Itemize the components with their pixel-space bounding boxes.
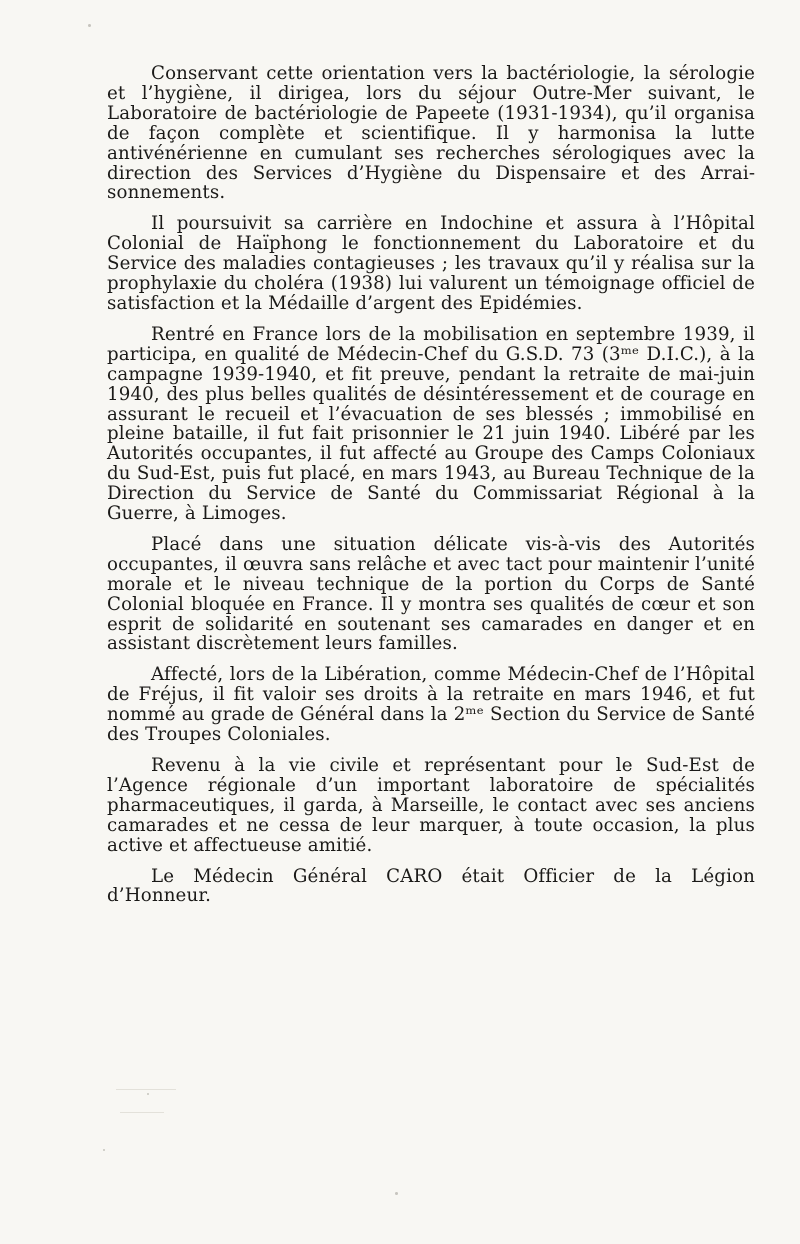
body-text xyxy=(107,64,755,906)
paragraph-2: Il poursuivit sa carrière en Indochine et assura à l’Hôpital Colonial de Haïphong le fonctionnement du Laboratoire et du Service des maladies contagieuses ; les travaux qu’il y réalisa sur la prophylaxie du choléra (1938) lui valurent un témoignage officiel de satisfaction et la Médaille d’argent des Epidémies. xyxy=(107,213,755,314)
paragraph-5: Affecté, lors de la Libération, comme Médecin-Chef de l’Hôpital de Fréjus, il fit valoir ses droits à la retraite en mars 1946, et fut nommé au grade de Général dans la 2ᵐᵉ Section du Service de Santé des Troupes Coloniales. xyxy=(107,664,755,746)
scan-artifact-line xyxy=(120,1112,164,1113)
paragraph-4: Placé dans une situation délicate vis-à-vis des Autorités occupantes, il œuvra sans relâche et avec tact pour maintenir l’unité morale et le niveau technique de la portion du Corps de Santé Colonial bloquée en France. Il y montra ses qualités de cœur et son esprit de solidarité en soutenant ses camarades en danger et en assistant discrètement leurs familles. xyxy=(107,533,755,655)
dust-speck xyxy=(147,1093,149,1095)
paragraph-7: Le Médecin Général CARO était Officier de la Légion d’Honneur. xyxy=(107,865,755,907)
dust-speck xyxy=(103,1149,105,1151)
scan-artifact-line xyxy=(116,1089,176,1090)
dust-speck xyxy=(88,24,91,27)
paragraph-3: Rentré en France lors de la mobilisation en septembre 1939, il participa, en qualité de Médecin-Chef du G.S.D. 73 (3ᵐᵉ D.I.C.), à la campagne 1939-1940, et fit preuve, pendant la retraite de mai-juin 1940, des plus belles qualités de désintéressement et de courage en assurant le recueil et l’évacuation de ses blessés ; immobilisé en pleine bataille, il fut fait prisonnier le 21 juin 1940. Libéré par les Autorités occupantes, il fut affecté au Groupe des Camps Coloniaux du Sud-Est, puis fut placé, en mars 1943, au Bureau Technique de la Direction du Service de Santé du Commissariat Régional à la Guerre, à Limoges. xyxy=(107,323,755,525)
paragraph-6: Revenu à la vie civile et représentant pour le Sud-Est de l’Agence régionale d’un important laboratoire de spécialités pharmaceutiques, il garda, à Marseille, le contact avec ses anciens camarades et ne cessa de leur marquer, à toute occasion, la plus active et affectueuse amitié. xyxy=(107,755,755,856)
dust-speck xyxy=(395,1192,398,1195)
paragraph-1: Conservant cette orientation vers la bactériologie, la sérologie et l’hygiène, il dirigea, lors du séjour Outre-Mer suivant, le Laboratoire de bactériologie de Papeete (1931-1934), qu’il organisa de façon complète et scientifique. Il y harmonisa la lutte antivénérienne en cumulant ses recherches sérologiques avec la direction des Services d’Hygiène du Dispensaire et des Arraisonnements. xyxy=(107,63,755,204)
